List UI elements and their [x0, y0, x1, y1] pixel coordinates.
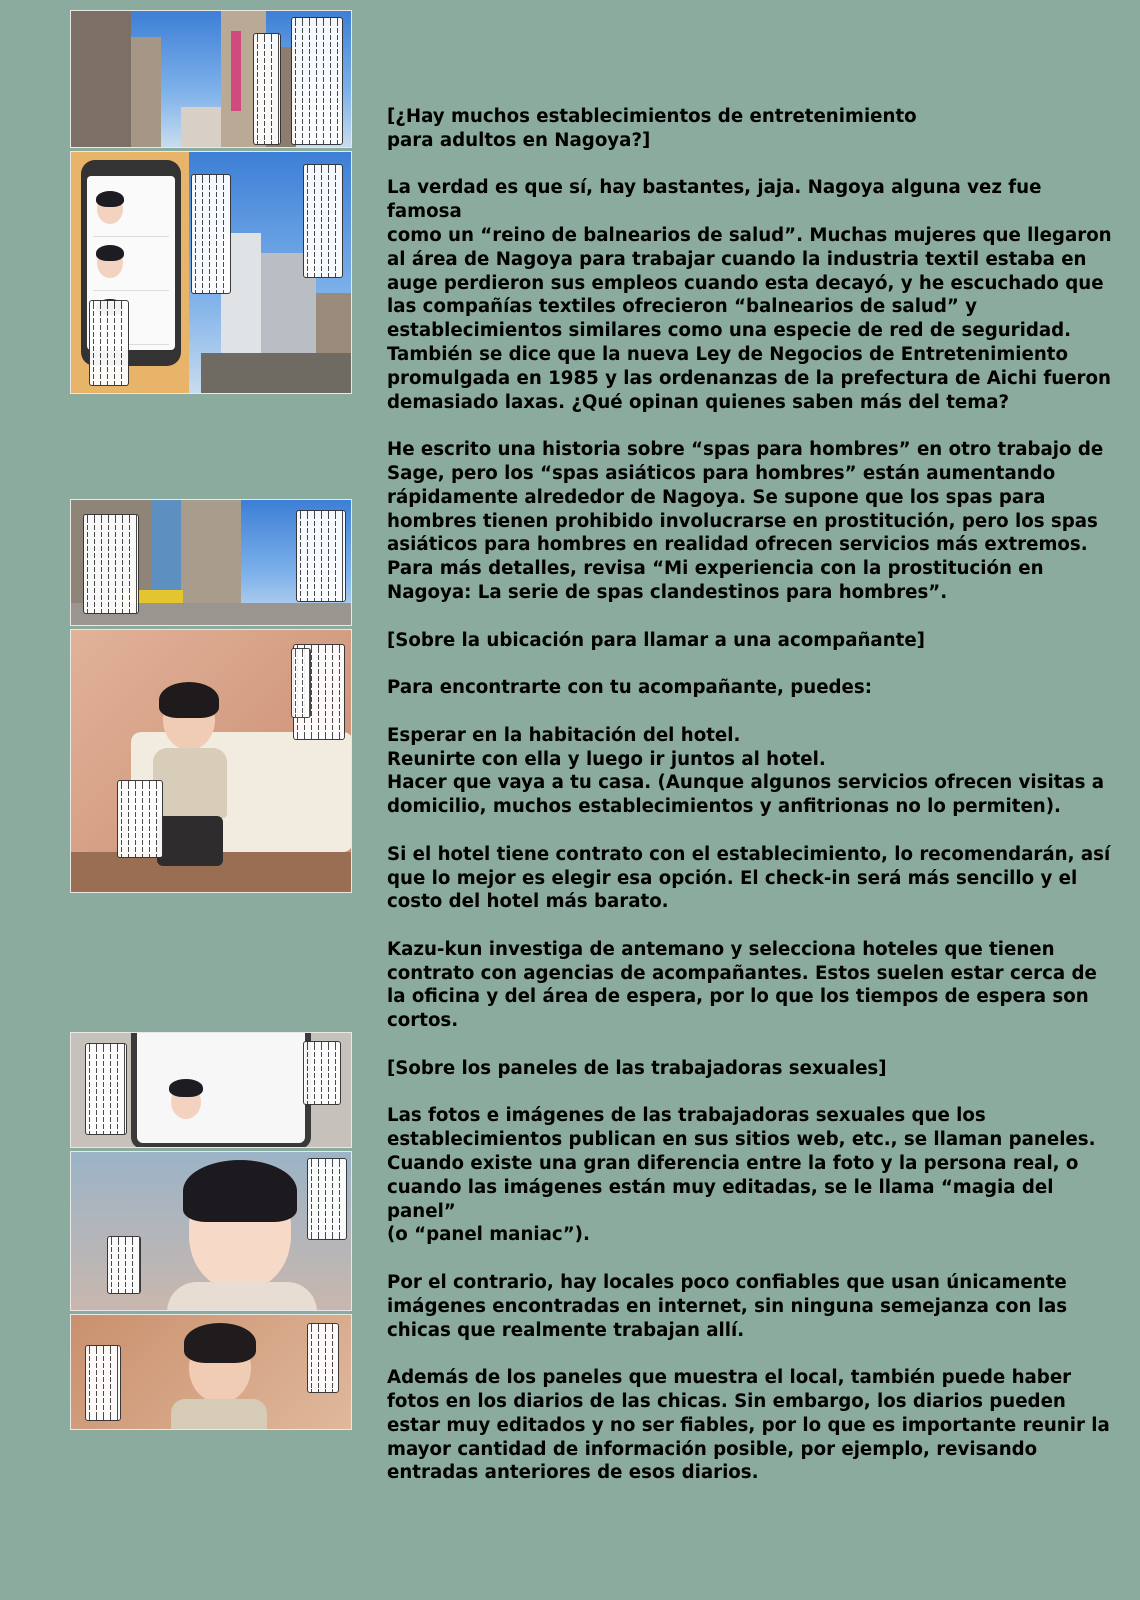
paragraph: Kazu-kun investiga de antemano y selecciona hoteles que tienen contrato con agencias de acompañantes. Estos suelen estar cerca de la oficina y del área de espera, por lo que los tiempos de espera son cortos.	[387, 938, 1097, 1032]
manga-panel-girl-closeup	[70, 1151, 352, 1311]
speech-bubble	[307, 1323, 339, 1393]
section-heading: [Sobre la ubicación para llamar a una acompañante]	[387, 629, 925, 651]
manga-panel-city-street	[70, 10, 352, 148]
paragraph: Las fotos e imágenes de las trabajadoras sexuales que los establecimientos publican en sus sitios web, etc., se llaman paneles. Cuando existe una gran diferencia entre la foto y la persona real, o cuando las imágenes están muy editadas, se le llama “magia del panel” (o “panel maniac”).	[387, 1105, 1096, 1246]
speech-bubble	[291, 17, 343, 145]
paragraph: La verdad es que sí, hay bastantes, jaja. Nagoya alguna vez fue famosa como un “reino de balnearios de salud”. Muchas mujeres que llegaron al área de Nagoya para trabajar cuando la industria textil estaba en auge perdieron sus empleos cuando esta decayó, y he escuchado que las compañías textiles ofrecieron “balnearios de salud” y establecimientos similares como una especie de red de seguridad. También se dice que la nueva Ley de Negocios de Entretenimiento promulgada en 1985 y las ordenanzas de la prefectura de Aichi fueron demasiado laxas. ¿Qué opinan quienes saben más del tema?	[387, 177, 1112, 413]
section-heading: [¿Hay muchos establecimientos de entretenimiento para adultos en Nagoya?]	[387, 106, 917, 151]
paragraph: He escrito una historia sobre “spas para hombres” en otro trabajo de Sage, pero los “spas asiáticos para hombres” están aumentando rápidamente alrededor de Nagoya. Se supone que los spas para hombres tienen prohibido involucrarse en prostitución, pero los spas asiáticos para hombres en realidad ofrecen servicios más extremos. Para más detalles, revisa “Mi experiencia con la prostitución en Nagoya: La serie de spas clandestinos para hombres”.	[387, 439, 1104, 603]
paragraph: Por el contrario, hay locales poco confiables que usan únicamente imágenes encontradas en internet, sin ninguna semejanza con las chicas que realmente trabajan allí.	[387, 1272, 1068, 1341]
manga-panel-boy-face	[70, 1314, 352, 1430]
manga-panel-phone-closeup	[70, 1032, 352, 1148]
speech-bubble	[83, 514, 139, 614]
paragraph: Para encontrarte con tu acompañante, puedes:	[387, 677, 872, 699]
paragraph: Si el hotel tiene contrato con el establecimiento, lo recomendarán, así que lo mejor es elegir esa opción. El check-in será más sencillo y el costo del hotel más barato.	[387, 843, 1111, 913]
article-text	[387, 105, 1112, 1509]
manga-panel-phone-city	[70, 151, 352, 394]
speech-bubble	[85, 1043, 127, 1135]
paragraph: Además de los paneles que muestra el local, también puede haber fotos en los diarios de las chicas. Sin embargo, los diarios pueden estar muy editados y no ser fiables, por lo que es importante reunir la mayor cantidad de información posible, por ejemplo, revisando entradas anteriores de esos diarios.	[387, 1367, 1110, 1484]
manga-panel-boy-sofa	[70, 629, 352, 893]
section-heading: [Sobre los paneles de las trabajadoras sexuales]	[387, 1057, 887, 1079]
paragraph: Esperar en la habitación del hotel. Reunirte con ella y luego ir juntos al hotel. Hacer que vaya a tu casa. (Aunque algunos servicios ofrecen visitas a domicilio, muchos establecimientos y anfitrionas no lo permiten).	[387, 724, 1105, 818]
speech-bubble	[85, 1345, 121, 1421]
speech-bubble	[291, 648, 311, 718]
speech-bubble	[117, 780, 163, 858]
speech-bubble	[303, 1041, 341, 1105]
speech-bubble	[89, 300, 129, 386]
speech-bubble	[191, 174, 231, 294]
speech-bubble	[107, 1236, 141, 1294]
speech-bubble	[296, 510, 346, 602]
speech-bubble	[303, 164, 343, 278]
speech-bubble	[253, 33, 281, 145]
manga-panel-street-signs	[70, 499, 352, 626]
speech-bubble	[307, 1158, 347, 1240]
